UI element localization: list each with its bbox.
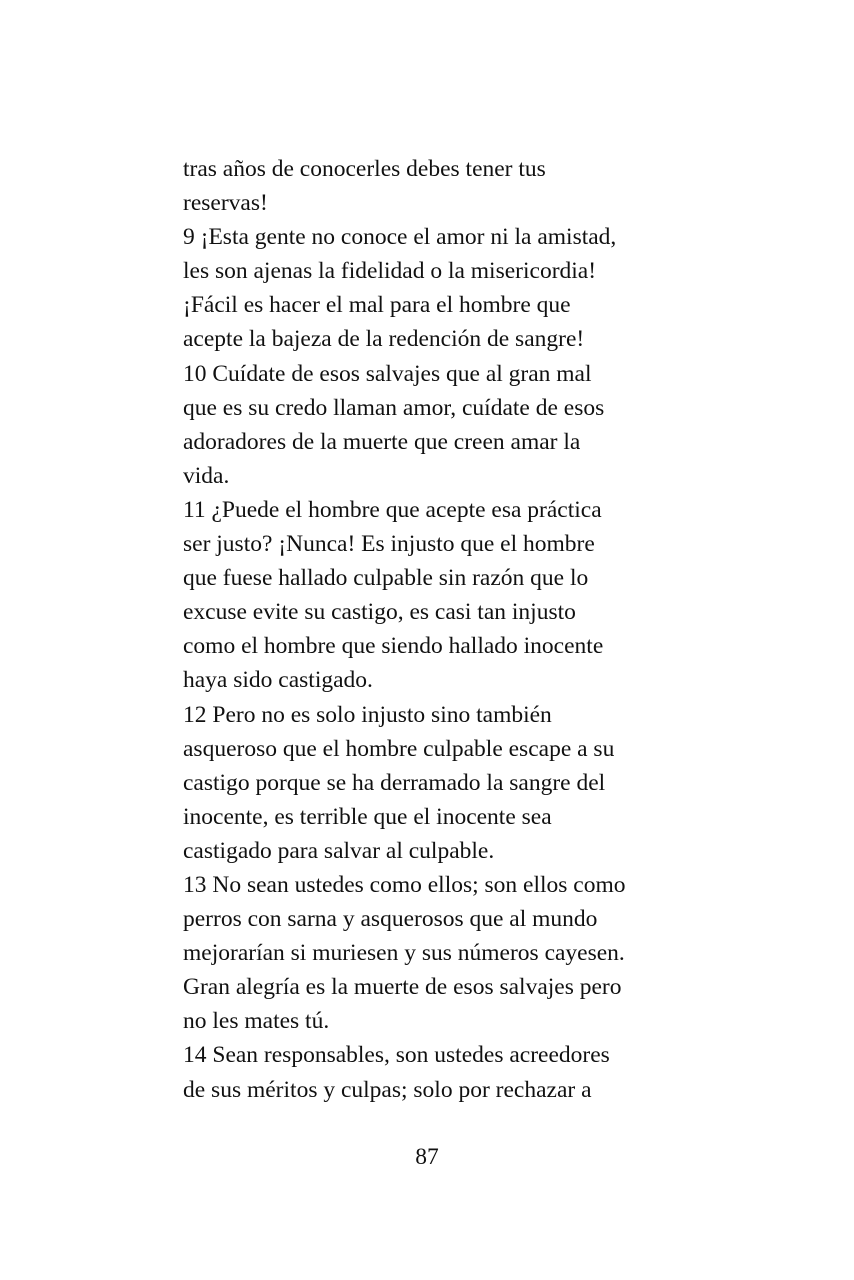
text-line: no les mates tú. bbox=[183, 1008, 330, 1035]
body-text bbox=[183, 152, 683, 1107]
text-line: reservas! bbox=[183, 190, 268, 217]
text-line: haya sido castigado. bbox=[183, 667, 373, 694]
text-line: castigado para salvar al culpable. bbox=[183, 837, 495, 864]
text-line: tras años de conocerles debes tener tus bbox=[183, 156, 546, 182]
text-line: vida. bbox=[183, 462, 230, 489]
text-line: castigo porque se ha derramado la sangre del bbox=[183, 769, 606, 796]
text-line: de sus méritos y culpas; solo por rechazar a bbox=[183, 1076, 592, 1103]
text-line: les son ajenas la fidelidad o la misericordia! bbox=[183, 258, 597, 285]
text-line: como el hombre que siendo hallado inocente bbox=[183, 633, 604, 660]
text-line: 12 Pero no es solo injusto sino también bbox=[183, 701, 552, 728]
text-line: 10 Cuídate de esos salvajes que al gran mal bbox=[183, 360, 592, 387]
page-number: 87 bbox=[415, 1144, 439, 1170]
text-line: mejorarían si muriesen y sus números cayesen. bbox=[183, 940, 625, 967]
text-line: 13 No sean ustedes como ellos; son ellos como bbox=[183, 871, 626, 898]
text-line: 11 ¿Puede el hombre que acepte esa práctica bbox=[183, 496, 602, 523]
text-line: 14 Sean responsables, son ustedes acreedores bbox=[183, 1042, 610, 1069]
text-line: excuse evite su castigo, es casi tan injusto bbox=[183, 599, 576, 626]
text-line: adoradores de la muerte que creen amar la bbox=[183, 428, 581, 455]
text-line: asqueroso que el hombre culpable escape a su bbox=[183, 735, 615, 762]
text-line: inocente, es terrible que el inocente sea bbox=[183, 803, 552, 830]
text-line: ser justo? ¡Nunca! Es injusto que el hombre bbox=[183, 531, 595, 558]
text-line: que fuese hallado culpable sin razón que lo bbox=[183, 565, 589, 592]
text-line: Gran alegría es la muerte de esos salvajes pero bbox=[183, 974, 622, 1001]
text-line: que es su credo llaman amor, cuídate de esos bbox=[183, 394, 605, 421]
text-line: 9 ¡Esta gente no conoce el amor ni la amistad, bbox=[183, 224, 617, 251]
text-line: acepte la bajeza de la redención de sangre! bbox=[183, 326, 585, 353]
text-line: perros con sarna y asquerosos que al mundo bbox=[183, 906, 598, 933]
text-line: ¡Fácil es hacer el mal para el hombre que bbox=[183, 292, 571, 319]
